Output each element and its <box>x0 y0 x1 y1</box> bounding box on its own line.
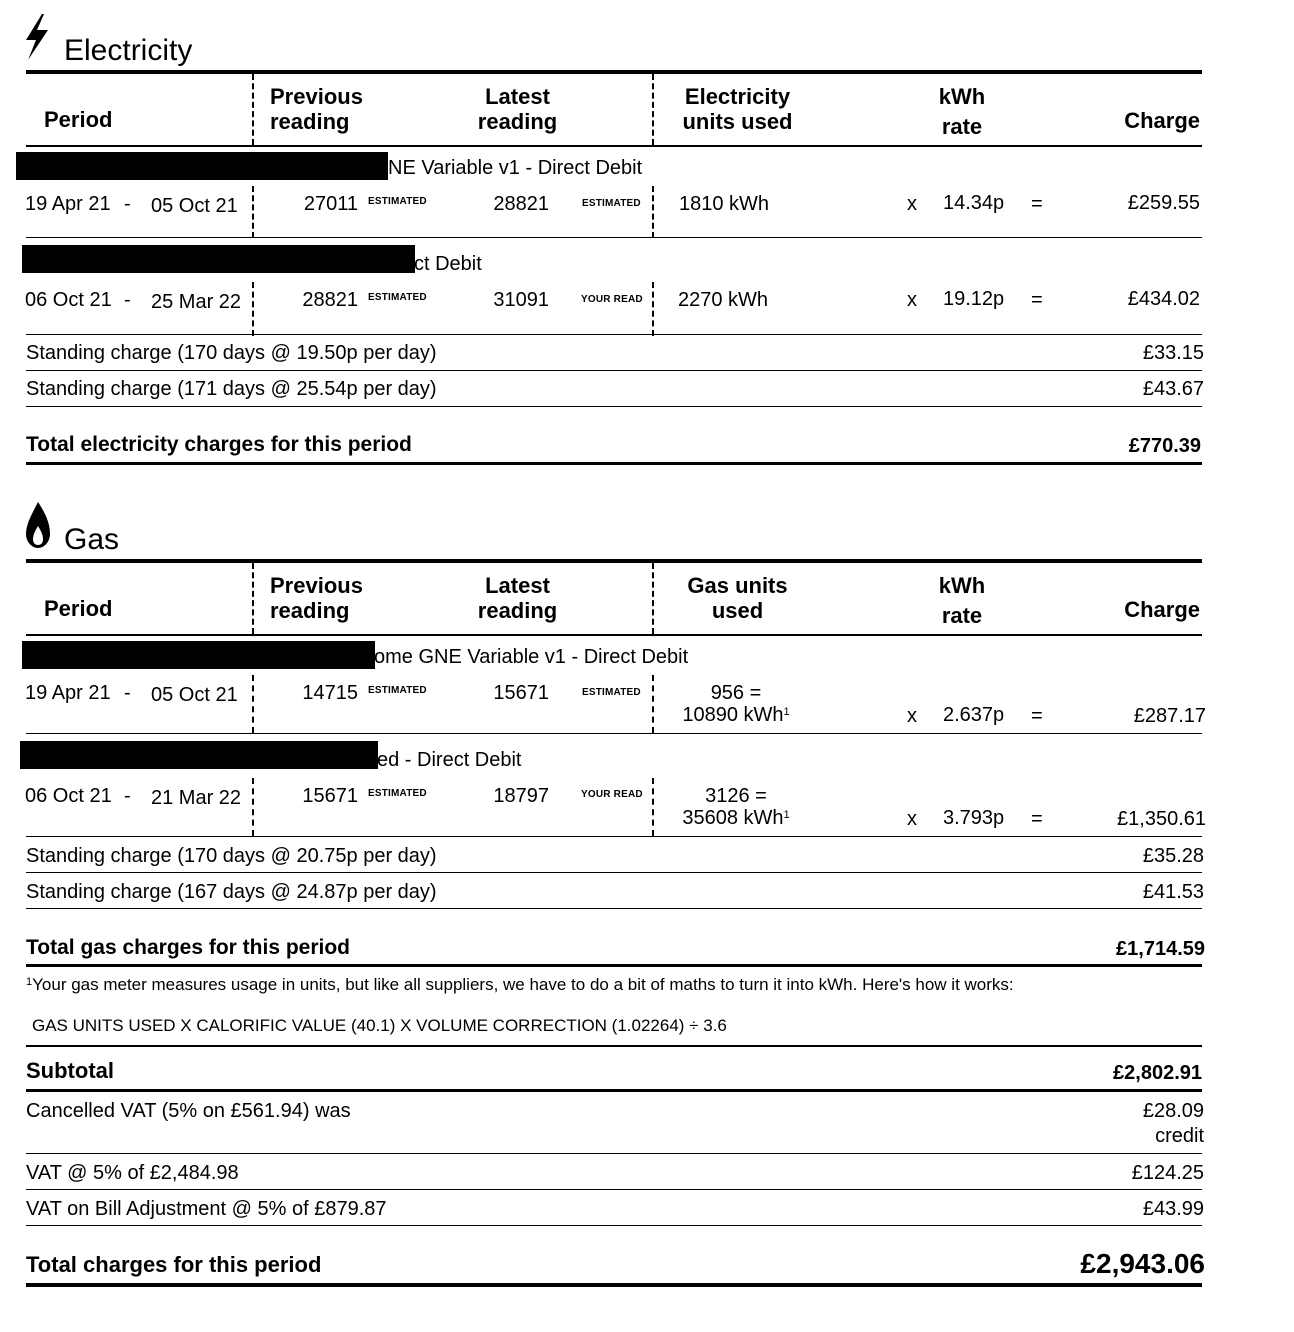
period-dash: - <box>124 682 131 704</box>
equals-sign: = <box>1031 289 1043 311</box>
units-used: 2270 kWh <box>678 289 769 311</box>
previous-reading: 28821 <box>302 289 358 311</box>
electricity-total-label: Total electricity charges for this period <box>26 433 412 456</box>
redaction-block <box>16 152 388 180</box>
column-divider <box>252 675 254 733</box>
footnote-marker: 1 <box>783 809 790 821</box>
calorific-formula: GAS UNITS USED X CALORIFIC VALUE (40.1) X VOLUME CORRECTION (1.02264) ÷ 3.6 <box>32 1016 727 1035</box>
row-charge: £1,350.61 <box>1117 808 1206 830</box>
gas-header-previous: Previous reading <box>270 573 363 623</box>
latest-reading: 15671 <box>493 682 549 704</box>
row-rule <box>26 733 1202 734</box>
row-rule <box>26 1225 1202 1226</box>
gas-total-amount: £1,714.59 <box>1116 938 1205 960</box>
row-rule <box>26 1189 1202 1190</box>
multiply-sign: x <box>907 193 917 215</box>
gas-header-rule <box>26 634 1202 636</box>
subtotal-label: Subtotal <box>26 1058 114 1083</box>
electricity-header-divider <box>252 74 254 145</box>
electricity-header-rate: kWh rate <box>938 84 986 139</box>
redaction-block <box>22 641 375 669</box>
standing-charge-amount: £35.28 <box>1142 845 1204 867</box>
summary-top-rule <box>26 1045 1202 1047</box>
period-to: 05 Oct 21 <box>151 684 238 706</box>
row-rule <box>26 908 1202 909</box>
gas-header-divider <box>252 563 254 634</box>
footnote-text: $^1$Your gas meter measures usage in units, but like all suppliers, we have to do a bit of maths to turn it into kWh. Here's how it works: <box>26 975 1014 994</box>
row-charge: £259.55 <box>1127 192 1200 214</box>
row-charge: £287.17 <box>1133 705 1206 727</box>
tariff-name: NE Variable v1 - Direct Debit <box>388 157 643 179</box>
gas-header-latest: Latest reading <box>477 573 558 623</box>
gas-header-charge: Charge <box>1124 597 1200 622</box>
vat-adjustment-label: VAT on Bill Adjustment @ 5% of £879.87 <box>26 1198 387 1220</box>
kwh-rate: 2.637p <box>943 704 1005 726</box>
equals-sign: = <box>1031 705 1043 727</box>
period-to: 25 Mar 22 <box>151 291 242 313</box>
subtotal-amount: £2,802.91 <box>1113 1062 1202 1084</box>
period-to: 21 Mar 22 <box>151 787 242 809</box>
kwh-rate: 19.12p <box>943 288 1005 310</box>
units-used: 3126 = 35608 kWh$^1$ <box>682 785 790 829</box>
row-rule <box>26 1153 1202 1154</box>
lightning-bolt-icon <box>22 12 52 62</box>
latest-reading: 31091 <box>493 289 549 311</box>
reading-type-badge: ESTIMATED <box>582 687 641 698</box>
gas-top-rule <box>26 559 1202 563</box>
equals-sign: = <box>1031 808 1043 830</box>
electricity-header-previous: Previous reading <box>270 84 363 134</box>
multiply-sign: x <box>907 289 917 311</box>
gas-header-units: Gas units used <box>687 573 788 623</box>
row-rule <box>26 836 1202 837</box>
subtotal-rule <box>26 1089 1202 1092</box>
equals-sign: = <box>1031 193 1043 215</box>
tariff-name: ct Debit <box>414 253 482 275</box>
electricity-total-rule <box>26 462 1202 465</box>
redaction-block <box>22 245 415 273</box>
column-divider <box>252 282 254 336</box>
gas-total-rule <box>26 964 1202 967</box>
gas-total-label: Total gas charges for this period <box>26 936 351 959</box>
period-from: 06 Oct 21 <box>25 289 112 311</box>
cancelled-vat-label: Cancelled VAT (5% on £561.94) was <box>26 1100 351 1122</box>
reading-type-badge: ESTIMATED <box>368 292 427 303</box>
period-from: 19 Apr 21 <box>25 193 111 215</box>
period-from: 06 Oct 21 <box>25 785 112 807</box>
vat-label: VAT @ 5% of £2,484.98 <box>26 1162 239 1184</box>
grand-total-label: Total charges for this period <box>26 1252 322 1277</box>
electricity-header-rule <box>26 145 1202 147</box>
column-divider <box>652 778 654 836</box>
flame-icon <box>24 500 52 550</box>
vat-adjustment-amount: £43.99 <box>1142 1198 1204 1220</box>
latest-reading: 18797 <box>493 785 549 807</box>
electricity-header-divider <box>652 74 654 145</box>
reading-type-badge: ESTIMATED <box>582 198 641 209</box>
previous-reading: 15671 <box>302 785 358 807</box>
tariff-name: ome GNE Variable v1 - Direct Debit <box>374 646 689 668</box>
redaction-block <box>20 741 378 769</box>
latest-reading: 28821 <box>493 193 549 215</box>
row-rule <box>26 237 1202 238</box>
standing-charge-label: Standing charge (170 days @ 19.50p per day) <box>26 342 437 364</box>
multiply-sign: x <box>907 808 917 830</box>
gas-header-period: Period <box>44 596 113 621</box>
column-divider <box>652 282 654 336</box>
previous-reading: 27011 <box>303 193 358 215</box>
column-divider <box>652 675 654 733</box>
column-divider <box>652 186 654 238</box>
reading-type-badge: YOUR READ <box>581 789 643 800</box>
electricity-header-latest: Latest reading <box>477 84 558 134</box>
units-used: 1810 kWh <box>679 193 770 215</box>
period-from: 19 Apr 21 <box>25 682 111 704</box>
period-to: 05 Oct 21 <box>151 195 238 217</box>
gas-header-rate: kWh rate <box>938 573 986 628</box>
standing-charge-amount: £43.67 <box>1142 378 1204 400</box>
row-rule <box>26 334 1202 335</box>
row-charge: £434.02 <box>1127 288 1200 310</box>
period-dash: - <box>124 289 131 311</box>
multiply-sign: x <box>907 705 917 727</box>
electricity-header-charge: Charge <box>1124 108 1200 133</box>
vat-amount: £124.25 <box>1131 1162 1204 1184</box>
period-dash: - <box>124 785 131 807</box>
electricity-header-period: Period <box>44 107 113 132</box>
tariff-name: ed - Direct Debit <box>377 749 522 771</box>
gas-section-title: Gas <box>64 523 120 556</box>
electricity-top-rule <box>26 70 1202 74</box>
reading-type-badge: ESTIMATED <box>368 788 427 799</box>
standing-charge-amount: £33.15 <box>1142 342 1204 364</box>
row-rule <box>26 872 1202 873</box>
electricity-header-units: Electricity units used <box>682 84 793 134</box>
reading-type-badge: YOUR READ <box>581 294 643 305</box>
kwh-rate: 3.793p <box>943 807 1005 829</box>
column-divider <box>252 186 254 238</box>
row-rule <box>26 370 1202 371</box>
electricity-section-title: Electricity <box>64 34 193 67</box>
kwh-rate: 14.34p <box>943 192 1005 214</box>
units-used: 956 = 10890 kWh$^1$ <box>682 682 790 726</box>
gas-header-divider <box>652 563 654 634</box>
standing-charge-label: Standing charge (167 days @ 24.87p per day) <box>26 881 437 903</box>
footnote-marker: 1 <box>26 976 33 988</box>
cancelled-vat-amount: £28.09 credit <box>1060 1099 1204 1149</box>
standing-charge-amount: £41.53 <box>1142 881 1204 903</box>
grand-total-rule <box>26 1283 1202 1287</box>
standing-charge-label: Standing charge (170 days @ 20.75p per day) <box>26 845 437 867</box>
standing-charge-label: Standing charge (171 days @ 25.54p per day) <box>26 378 437 400</box>
grand-total-amount: £2,943.06 <box>1080 1248 1205 1279</box>
row-rule <box>26 406 1202 407</box>
credit-note: credit <box>1155 1125 1204 1147</box>
period-dash: - <box>124 193 131 215</box>
footnote-marker: 1 <box>783 706 790 718</box>
electricity-total-amount: £770.39 <box>1128 435 1201 457</box>
previous-reading: 14715 <box>302 682 358 704</box>
reading-type-badge: ESTIMATED <box>368 685 427 696</box>
reading-type-badge: ESTIMATED <box>368 196 427 207</box>
column-divider <box>252 778 254 836</box>
